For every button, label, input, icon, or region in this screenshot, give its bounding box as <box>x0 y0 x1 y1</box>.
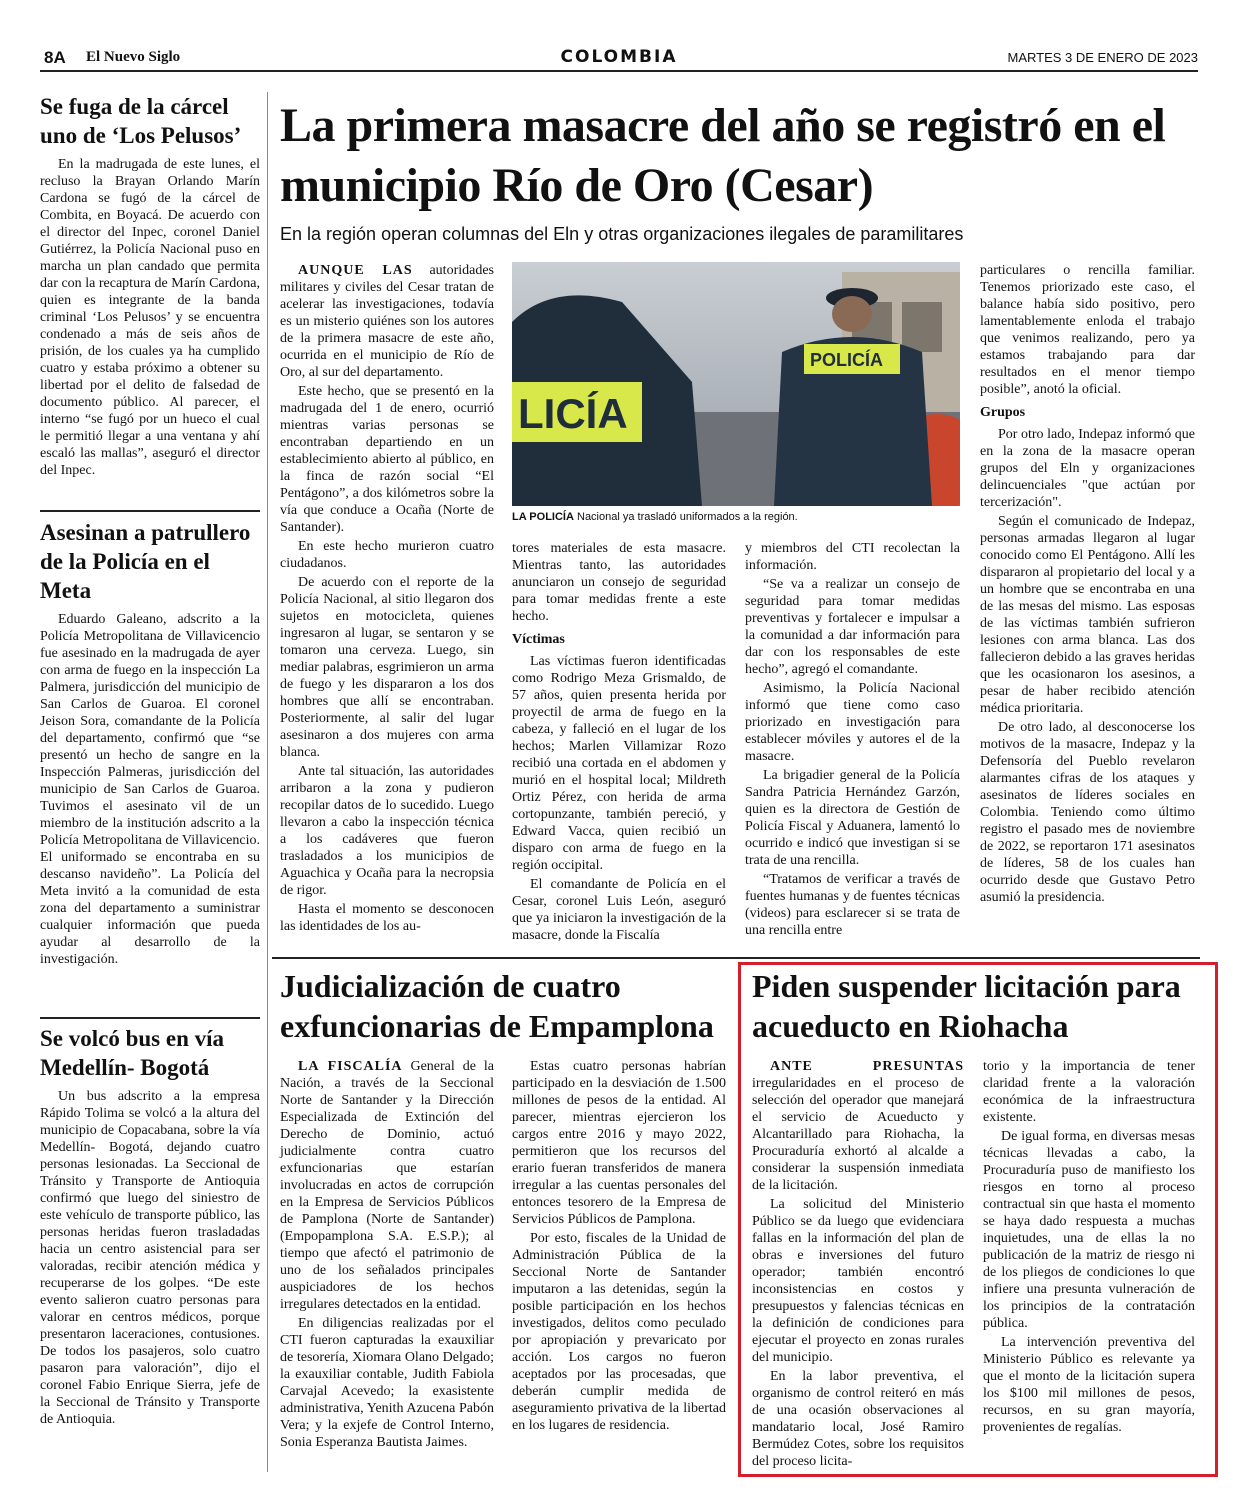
story-headline-riohacha: Piden suspender licitación para acueducto en Riohacha <box>752 968 1181 1044</box>
police-officers-illustration <box>512 262 960 506</box>
page-header <box>40 46 1198 72</box>
paragraph: La solicitud del Ministerio Público se da luego que evidenciara fallas en la información del plan de obras e inversiones del futuro operador; también encontró inconsistencias en costos y presupuestos y falencias técnicas en la definición de condiciones para ejecutar el proyecto en zonas rurales del municipio. <box>752 1197 964 1365</box>
paragraph: Por otro lado, Indepaz informó que en la zona de la masacre operan grupos del Eln y organizaciones delincuenciales "que actúan por tercerización". <box>980 427 1195 510</box>
paragraph: En la labor preventiva, el organismo de control reiteró en más de una ocasión observaciones al mandatario local, José Ramiro Bermúdez Cotes, sobre los requisitos del proceso licita- <box>752 1369 964 1469</box>
paragraph: En diligencias realizadas por el CTI fueron capturadas la exauxiliar de tesorería, Xiomara Olano Delgado; la exauxiliar contable, Judith Fabiola Carvajal Acevedo; la exasistente administrativa, Yenith Azucena Pabón Vera; y la exjefe de Control Interno, Sonia Esperanza Bautista Jaimes. <box>280 1316 494 1450</box>
lead-in: AUNQUE LAS <box>298 263 413 278</box>
paragraph: particulares o rencilla familiar. Tenemos priorizado este caso, el balance había sido positivo, pero lamentablemente enloda el trabajo que venimos realizando, pero ya estamos trabajando para dar resultados en el menor tiempo posible”, anotó la oficial. <box>980 263 1195 397</box>
paragraph: y miembros del CTI recolectan la información. <box>745 541 960 573</box>
main-column-3 <box>745 540 960 939</box>
paragraph: ANTE PRESUNTAS irregularidades en el proceso de selección del operador que manejará el servicio de Acueducto y Alcantarillado para Riohacha, la Procuraduría exhortó al alcalde a considerar la suspensión inmediata de la licitación. <box>752 1059 964 1193</box>
sidebar-story-title: Asesinan a patrullero de la Policía en el Meta <box>40 520 251 603</box>
paragraph: De igual forma, en diversas mesas técnicas llevadas a cabo, la Procuraduría puso de manifiesto los riesgos en torno al proceso contractual sin que hasta el momento se haya dado respuesta a muchas inquietudes, una de ellas la no publicación de la matriz de riesgo ni de los pliegos de condiciones lo que infiere una presunta vulneración de los principios de la contratación pública. <box>983 1129 1195 1331</box>
sidebar-story-body: Eduardo Galeano, adscrito a la Policía Metropolitana de Villavicencio fue asesinado en la madrugada de ayer con arma de fuego en la inspección La Palmera, jurisdicción del municipio de San Carlos de Guaroa. El coronel Jeison Sora, comandante de la Policía del departamento, confirmó que “se presentó un hecho de sangre en la Inspección Palmeras, jurisdicción del municipio de San Carlos de Guaroa. Tuvimos el asesinato vil de un miembro de la institución adscrito a la Policía Metropolitana de Villavicencio. El uniformado se encontraba en su descanso navideño”. La Policía del Meta invitó a la comunidad de esta zona del departamento a suministrar cualquier información que pueda ayudar al desarrollo de la investigación. <box>40 612 260 967</box>
paragraph: De acuerdo con el reporte de la Policía Nacional, al sitio llegaron dos sujetos en motocicleta, quienes ingresaron al lugar, se sentaron y se tomaron una cerveza. Luego, sin mediar palabras, esgrimieron un arma de fuego y les dispararon a los dos hombres que allí se encontraban. Posteriormente, al salir del lugar asesinaron a dos mujeres con arma blanca. <box>280 575 494 760</box>
subhead: Grupos <box>980 405 1026 420</box>
newspaper-name: El Nuevo Siglo <box>86 49 181 65</box>
paragraph: torio y la importancia de tener claridad frente a la valoración económica de la infraestructura existente. <box>983 1059 1195 1125</box>
photo-caption: LA POLICÍA Nacional ya trasladó uniformados a la región. <box>512 511 798 523</box>
sidebar-divider <box>40 1017 260 1019</box>
paragraph: Estas cuatro personas habrían participado en la desviación de 1.500 millones de pesos de la entidad. Al parecer, mientras ejercieron los cargos entre 2016 y mayo 2022, permitieron que los recursos del erario fueran transferidos de manera irregular a las cuentas personales del entonces tesorero de la Empresa de Servicios Públicos de Pamplona. <box>512 1059 726 1227</box>
sidebar-story-title: Se fuga de la cárcel uno de ‘Los Pelusos’ <box>40 94 242 148</box>
paragraph: LA FISCALÍA General de la Nación, a través de la Seccional Norte de Santander y la Dirección Especializada de Extinción del Derecho de Dominio, actuó judicialmente contra cuatro exfuncionarias que estarían involucradas en actos de corrupción en la Empresa de Servicios Públicos de Pamplona (Norte de Santander) (Empopamplona S.A. E.S.P.); al tiempo que afectó el patrimonio de uno de los señalados principales auspiciadores de los hechos irregulares detectados en la entidad. <box>280 1059 494 1312</box>
paragraph: Por esto, fiscales de la Unidad de Administración Pública de la Seccional Norte de Santander imputaron a las detenidas, según la posible participación en los hechos investigados, delitos como peculado por apropiación y prevaricato por acción. Los cargos no fueron aceptados por las procesadas, que deberán cumplir medida de aseguramiento privativa de la libertad en los lugares de residencia. <box>512 1231 726 1433</box>
judicial-column-2 <box>512 1058 726 1434</box>
sidebar-story-body: Un bus adscrito a la empresa Rápido Tolima se volcó a la altura del municipio de Copacabana, sobre la vía Medellín- Bogotá, dejando cuatro personas lesionadas. La Seccional de Tránsito y Transporte de Antioquia confirmó que luego del siniestro de este vehículo de transporte público, las personas heridas fueron trasladadas hacia un centro asistencial para ser valoradas, recibir atención médica y recuperarse de los golpes. “De este evento salieron cuatro personas para valorar en centros médicos, porque presentaron laceraciones, contusiones. De todos los pasajeros, solo cuatro pasaron para valoración”, dijo el coronel Fabio Enrique Sierra, jefe de la Seccional de Tránsito y Transporte de Antioquia. <box>40 1089 260 1427</box>
paragraph: Asimismo, la Policía Nacional informó que tiene como caso priorizado en investigación para establecer móviles y autores el de la masacre. <box>745 681 960 764</box>
main-column-1 <box>280 262 494 935</box>
paragraph: La intervención preventiva del Ministerio Público es relevante ya que el monto de la licitación supera los $100 mil millones de pesos, recursos, en su gran mayoría, provenientes de regalías. <box>983 1335 1195 1435</box>
sidebar-story-body: En la madrugada de este lunes, el recluso la Brayan Orlando Marín Cardona se fugó de la cárcel de Combita, en Boyacá. De acuerdo con el director del Inpec, coronel Daniel Gutiérrez, la Policía Nacional puso en marcha un plan candado que permita dar con la recaptura de Marín Cardona, quien es integrante de la banda criminal ‘Los Pelusos’ y se encuentra condenado a más de seis años de prisión, de los cuales ya ha cumplido cuatro y estaba próximo a obtener su libertad por el delito de falsedad de documento público. Al parecer, el interno “se fugó por un hueco el cual le permitió llegar a una ventana y ahí escaló las mallas”, aseguró el director del Inpec. <box>40 157 260 478</box>
section-name: COLOMBIA <box>560 47 678 67</box>
paragraph: Ante tal situación, las autoridades arribaron a la zona y pudieron recopilar datos de lo sucedido. Luego llevaron a cabo la inspección técnica a los cadáveres que fueron trasladados a los municipios de Aguachica y Ocaña para la necropsia de rigor. <box>280 764 494 898</box>
vest-label-right: POLICÍA <box>810 350 884 370</box>
paragraph: “Se va a realizar un consejo de seguridad para tomar medidas preventivas y fortalecer e impulsar a la comunidad a dar información para dar con los responsables de este hecho”, agregó el comandante. <box>745 577 960 677</box>
paragraph: “Tratamos de verificar a través de fuentes humanas y de fuentes técnicas (videos) para esclarecer si se trata de una rencilla entre <box>745 872 960 938</box>
sidebar-divider <box>40 510 260 512</box>
paragraph: Las víctimas fueron identificadas como Rodrigo Meza Grismaldo, de 57 años, quien presenta herida por proyectil de arma de fuego en la cabeza, y falleció en el lugar de los hechos; Marlen Villamizar Rozo recibió una cortada en el abdomen y murió en el hospital local; Mildreth Ortiz Pérez, con herida de arma cortopunzante, también pereció, y Edward Vacca, quien recibió un disparo con arma de fuego en la región occipital. <box>512 654 726 873</box>
paragraph: AUNQUE LAS autoridades militares y civiles del Cesar tratan de acelerar las investigaciones, todavía es un misterio quiénes son los autores de la primera masacre de este año, ocurrida en el municipio de Río de Oro, al sur del departamento. <box>280 263 494 380</box>
paragraph: tores materiales de esta masacre. Mientras tanto, las autoridades anunciaron un consejo de seguridad para tomar medidas frente a este hecho. <box>512 541 726 624</box>
paragraph: La brigadier general de la Policía Sandra Patricia Hernández Garzón, quien es la directora de Gestión de Policía Fiscal y Aduanera, lamentó lo ocurrido e indicó que investigan si se trata de una rencilla. <box>745 768 960 868</box>
police-photo <box>512 262 960 506</box>
paragraph: En este hecho murieron cuatro ciudadanos. <box>280 539 494 571</box>
section-divider <box>272 957 1200 959</box>
vest-label-left: LICÍA <box>518 390 628 437</box>
main-column-4 <box>980 262 1195 906</box>
main-column-2 <box>512 540 726 944</box>
paragraph: El comandante de Policía en el Cesar, coronel Luis León, aseguró que ya iniciaron la investigación de la masacre, donde la Fiscalía <box>512 877 726 943</box>
subhead: Víctimas <box>512 632 565 647</box>
riohacha-column-1 <box>752 1058 964 1470</box>
page-number: 8A <box>44 48 66 67</box>
column-divider <box>267 92 268 1472</box>
sidebar-story-patrullero <box>40 518 260 968</box>
main-deck: En la región operan columnas del Eln y otras organizaciones ilegales de paramilitares <box>280 224 964 244</box>
sidebar-story-bus <box>40 1024 260 1428</box>
lead-in: LA FISCALÍA <box>298 1059 403 1074</box>
judicial-column-1 <box>280 1058 494 1451</box>
issue-date: MARTES 3 DE ENERO DE 2023 <box>1007 50 1198 65</box>
sidebar-story-title: Se volcó bus en vía Medellín- Bogotá <box>40 1026 225 1080</box>
main-headline: La primera masacre del año se registró en el municipio Río de Oro (Cesar) <box>280 99 1166 212</box>
riohacha-column-2 <box>983 1058 1195 1436</box>
story-headline-judicial: Judicialización de cuatro exfuncionarias de Empamplona <box>280 968 714 1044</box>
paragraph: Hasta el momento se desconocen las identidades de los au- <box>280 902 494 934</box>
lead-in: ANTE PRESUNTAS <box>770 1059 964 1074</box>
paragraph: Según el comunicado de Indepaz, personas armadas llegaron al lugar conocido como El Pentágono. Allí les dispararon al propietario del local y a un hombre que se encontraba en una de las mesas del mismo. Las esposas de las víctimas también sufrieron lesiones con arma blanca. Las dos fallecieron debido a las graves heridas que les ocasionaron los asesinos, a pesar de haber recibido atención médica prioritaria. <box>980 514 1195 716</box>
paragraph: Este hecho, que se presentó en la madrugada del 1 de enero, ocurrió mientras varias personas se encontraban departiendo en un establecimiento abierto al público, en la finca de razón social “El Pentágono”, a dos kilómetros sobre la vía que conduce a Ocaña (Norte de Santander). <box>280 384 494 535</box>
paragraph: De otro lado, al desconocerse los motivos de la masacre, Indepaz y la Defensoría del Pueblo revelaron alarmantes cifras de los ataques y asesinatos de líderes sociales en Colombia. Teniendo como último registro el pasado mes de noviembre de 2022, se reportaron 171 asesinatos de líderes, 58 de los cuales han ocurrido desde que Gustavo Petro asumió la presidencia. <box>980 720 1195 905</box>
sidebar-story-fuga <box>40 92 260 479</box>
